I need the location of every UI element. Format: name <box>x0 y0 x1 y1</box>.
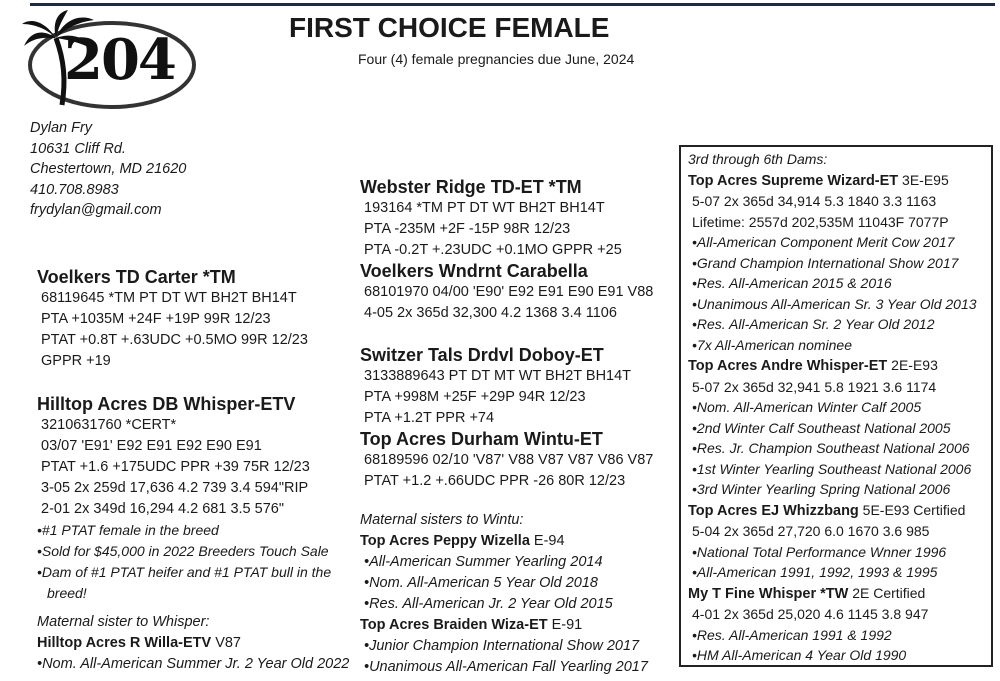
dam-note: •HM All-American 4 Year Old 1990 <box>692 647 907 663</box>
dam-note: •Res. All-American 1991 & 1992 <box>692 626 892 643</box>
dam-score: 2E Certified <box>848 584 926 601</box>
dam-record: 5-07 2x 365d 32,941 5.8 1921 3.6 1174 <box>692 378 937 395</box>
dam-name: Hilltop Acres DB Whisper-ETV <box>37 394 296 414</box>
dam-note: •Res. All-American 2015 & 2016 <box>692 275 892 291</box>
bull-name: Webster Ridge TD-ET *TM <box>360 177 582 197</box>
cow-line: 68189596 02/10 'V87' V88 V87 V87 V86 V87 <box>364 452 654 468</box>
dam-note: •Dam of #1 PTAT heifer and #1 PTAT bull in the breed! <box>37 564 332 601</box>
dam-note: •Res. Jr. Champion Southeast National 2006 <box>692 440 970 456</box>
sister-note: •Res. All-American Jr. 2 Year Old 2015 <box>364 596 613 612</box>
contact-block <box>30 118 186 221</box>
bull-line: PTA +1.2T PPR +74 <box>364 410 495 426</box>
lot-number: 204 <box>64 27 175 93</box>
dam-line: PTAT +1.6 +175UDC PPR +39 75R 12/23 <box>41 459 310 475</box>
bull-line: 193164 *TM PT DT WT BH2T BH14T <box>364 200 605 216</box>
dam-note: •Res. All-American Sr. 2 Year Old 2012 <box>692 316 935 332</box>
webster-block <box>360 177 653 324</box>
bull-name: Switzer Tals Drdvl Doboy-ET <box>360 345 604 365</box>
cow-line: 4-05 2x 365d 32,300 4.2 1368 3.4 1106 <box>364 305 617 321</box>
sister-score: E-94 <box>529 533 565 549</box>
dam-line: 2-01 2x 349d 16,294 4.2 681 3.5 576" <box>41 501 284 517</box>
dam-score: 5E-E93 Certified <box>858 501 966 518</box>
sister-note: •Unanimous All-American Fall Yearling 2017 <box>364 659 648 675</box>
sister-score: E-91 <box>547 617 583 633</box>
maternal-label: Maternal sisters to Wintu: <box>360 512 524 528</box>
dam-name: Top Acres Supreme Wizard-ET <box>688 172 899 189</box>
dam-name: My T Fine Whisper *TW <box>688 585 849 602</box>
contact-phone: 410.708.8983 <box>30 181 119 198</box>
cow-name: Voelkers Wndrnt Carabella <box>360 261 588 281</box>
sire-line: 68119645 *TM PT DT WT BH2T BH14T <box>41 290 297 306</box>
dam-note: •2nd Winter Calf Southeast National 2005 <box>692 419 951 436</box>
sire-block <box>37 267 308 372</box>
contact-city: Chestertown, MD 21620 <box>30 161 187 177</box>
sister-note: •All-American Summer Yearling 2014 <box>364 554 603 570</box>
dam-record: 5-04 2x 365d 27,720 6.0 1670 3.6 985 <box>692 523 930 539</box>
switzer-block <box>360 345 653 492</box>
sister-note: •Junior Champion International Show 2017 <box>364 638 640 654</box>
sire-name: Voelkers TD Carter *TM <box>37 267 236 287</box>
wintu-sisters-block <box>360 510 648 678</box>
top-rule <box>30 3 995 6</box>
dam-note: •1st Winter Yearling Southeast National 2006 <box>692 460 972 477</box>
dam-note: •7x All-American nominee <box>692 336 853 353</box>
sister-note: •Nom. All-American Summer Jr. 2 Year Old 2022 <box>37 656 350 672</box>
dam-score: 3E-E95 <box>898 171 949 188</box>
sire-line: PTA +1035M +24F +19P 99R 12/23 <box>41 311 271 327</box>
dam-score: 2E-E93 <box>887 357 938 373</box>
dam-note: •Sold for $45,000 in 2022 Breeders Touch Sale <box>37 543 329 559</box>
bull-line: PTA -0.2T +.23UDC +0.1MO GPPR +25 <box>364 242 622 258</box>
dam-line: 3210631760 *CERT* <box>41 417 177 433</box>
contact-email: frydylan@gmail.com <box>30 202 162 218</box>
box-label: 3rd through 6th Dams: <box>688 151 828 167</box>
dam-record: 5-07 2x 365d 34,914 5.3 1840 3.3 1163 <box>692 193 937 209</box>
cow-line: 68101970 04/00 'E90' E92 E91 E90 E91 V88 <box>364 284 654 300</box>
whisper-sister-block <box>37 612 349 675</box>
dam-line: 03/07 'E91' E92 E91 E92 E90 E91 <box>41 438 262 454</box>
dam-note: •All-American Component Merit Cow 2017 <box>692 234 955 250</box>
dam-name: Top Acres Andre Whisper-ET <box>688 358 888 374</box>
dam-note: •Unanimous All-American Sr. 3 Year Old 2013 <box>692 295 977 312</box>
dam-note: •Grand Champion International Show 2017 <box>692 254 959 271</box>
maternal-label: Maternal sister to Whisper: <box>37 614 210 630</box>
bull-line: PTA -235M +2F -15P 98R 12/23 <box>364 221 571 237</box>
sister-note: •Nom. All-American 5 Year Old 2018 <box>364 575 598 591</box>
dam-note: •3rd Winter Yearling Spring National 2006 <box>692 481 951 497</box>
sister-name: Hilltop Acres R Willa-ETV <box>37 635 212 651</box>
contact-name: Dylan Fry <box>30 120 93 136</box>
sister-score: V87 <box>211 635 242 651</box>
logo <box>22 10 197 110</box>
sister-name: Top Acres Peppy Wizella <box>360 533 530 549</box>
dam-record: 4-01 2x 365d 25,020 4.6 1145 3.8 947 <box>692 606 929 622</box>
cow-name: Top Acres Durham Wintu-ET <box>360 429 603 449</box>
dam-note: •National Total Performance Wnner 1996 <box>692 543 947 560</box>
sister-name: Top Acres Braiden Wiza-ET <box>360 617 548 633</box>
bull-line: 3133889643 PT DT MT WT BH2T BH14T <box>364 368 632 384</box>
page-title: FIRST CHOICE FEMALE <box>289 12 610 43</box>
dam-record: Lifetime: 2557d 202,535M 11043F 7077P <box>692 213 949 230</box>
sire-line: PTAT +0.8T +.63UDC +0.5MO 99R 12/23 <box>41 332 308 348</box>
contact-address: 10631 Cliff Rd. <box>30 140 126 157</box>
dam-line: 3-05 2x 259d 17,636 4.2 739 3.4 594"RIP <box>41 480 309 496</box>
dam-note: •Nom. All-American Winter Calf 2005 <box>692 399 922 415</box>
dam-block <box>37 394 357 604</box>
dam-note: •#1 PTAT female in the breed <box>37 522 219 538</box>
ancestry-content <box>688 149 977 666</box>
dam-note: •All-American 1991, 1992, 1993 & 1995 <box>692 564 938 580</box>
dam-name: Top Acres EJ Whizzbang <box>688 502 859 519</box>
page-subtitle: Four (4) female pregnancies due June, 2024 <box>358 51 635 67</box>
cow-line: PTAT +1.2 +.66UDC PPR -26 80R 12/23 <box>364 473 626 489</box>
sire-line: GPPR +19 <box>41 353 111 369</box>
bull-line: PTA +998M +25F +29P 94R 12/23 <box>364 389 586 405</box>
